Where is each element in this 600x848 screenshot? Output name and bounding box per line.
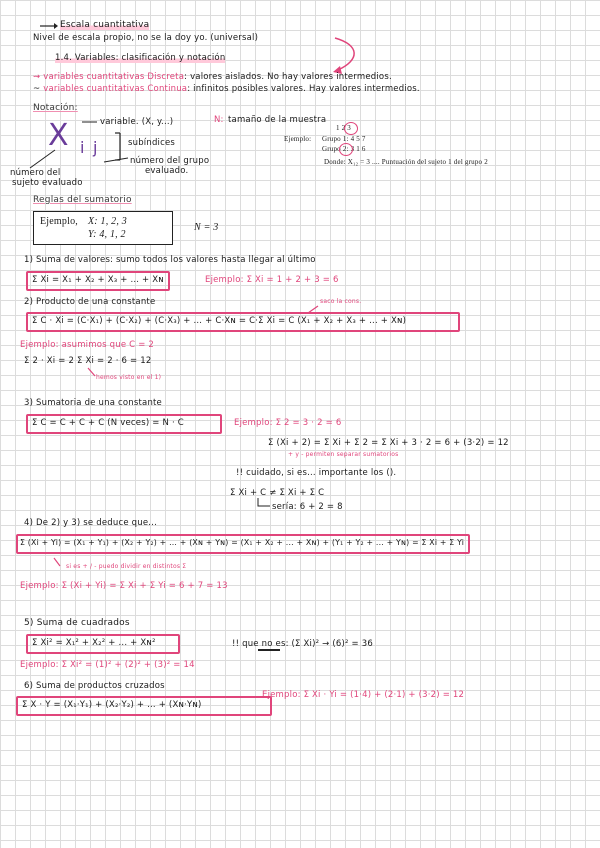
rules-x-row: X: 1, 2, 3 [88,216,127,227]
r3-line2: Σ (Xi + 2) = Σ Xi + Σ 2 = Σ Xi + 3 · 2 = 6 + (3·2) = 12 [268,438,509,448]
notation-sujeto-2: sujeto evaluado [12,178,83,188]
r5-not: !! que no es: (Σ Xi)² → (6)² = 36 [232,639,373,649]
rules-example-label: Ejemplo, [40,216,78,227]
r3-formula: Σ C = C + C + C (N veces) = N · C [32,418,184,428]
r4-hint: si es + / - puedo dividir en distintos Σ [66,563,187,570]
notation-variable: variable. (X, y...) [100,117,174,127]
row2-circle [339,143,353,156]
header-line: Nivel de escala propio, no se la doy yo. (universal) [33,33,259,43]
r5-title: 5) Suma de cuadrados [24,618,130,628]
r2-title: 2) Producto de una constante [24,297,156,307]
r6-title: 6) Suma de productos cruzados [24,681,165,691]
discreta-label: variables cuantitativas Discreta [43,72,185,82]
notation-i: i [80,138,85,157]
r6-formula: Σ X · Y = (X₁·Y₁) + (X₂·Y₂) + ... + (Xɴ·Yɴ) [22,700,202,710]
r2-hint: hemos visto en el 1) [96,374,162,381]
section-title: 1.4. Variables: clasificación y notación [55,53,226,63]
notation-grupo-1: número del grupo [130,156,210,166]
rules-title: Reglas del sumatorio [33,195,132,205]
example-table-note: Donde: X₁₂ = 3 .... Puntuación del sujeto 1 del grupo 2 [324,158,488,166]
notation-sujeto-1: número del [10,168,61,178]
r3-hint: + y - permiten separar sumatorios [288,451,399,458]
r3-seria: sería: 6 + 2 = 8 [272,502,343,512]
r4-title: 4) De 2) y 3) se deduce que... [24,518,157,528]
r3-example: Ejemplo: Σ 2 = 3 · 2 = 6 [234,418,342,428]
header-title: Escala cuantitativa [60,20,150,30]
r2-line: Σ 2 · Xi = 2 Σ Xi = 2 · 6 = 12 [24,356,152,366]
notation-j: j [93,138,98,157]
type-continua: ~ variables cuantitativas Continua: infinitos posibles valores. Hay valores intermedios. [33,84,420,94]
notation-grupo-2: evaluado. [145,166,189,176]
discreta-text: : valores aislados. No hay valores intermedios. [184,72,392,82]
notation-subindices: subíndices [128,138,176,148]
header-circle [344,122,358,135]
r2-formula: Σ C · Xi = (C·X₁) + (C·X₂) + (C·X₃) + ... + C·Xɴ = C·Σ Xi = C (X₁ + X₂ + X₃ + ... + Xɴ) [32,316,407,326]
rules-y-row: Y: 4, 1, 2 [88,229,126,240]
r5-example: Ejemplo: Σ Xi² = (1)² + (2)² + (3)² = 14 [20,660,195,670]
example-table-row1: Grupo 1: 4 5 7 [322,135,366,143]
notation-title: Notación: [33,103,78,113]
r4-formula: Σ (Xi + Yi) = (X₁ + Y₁) + (X₂ + Y₂) + ... + (Xɴ + Yɴ) = (X₁ + X₂ + ... + Xɴ) + (Y₁ + Y₂ + ... + Yɴ) = Σ Xi + Σ Yi [20,538,465,547]
r3-neq: Σ Xi + C ≠ Σ Xi + Σ C [230,488,325,498]
continua-label: variables cuantitativas Continua [43,84,188,94]
r5-formula: Σ Xi² = X₁² + X₂² + ... + Xɴ² [32,638,156,648]
example-table-label: Ejemplo: [284,135,312,143]
r1-title: 1) Suma de valores: sumo todos los valores hasta llegar al último [24,255,316,265]
example-table-header: 1 2 3 [336,124,351,132]
r1-formula: Σ Xi = X₁ + X₂ + X₃ + ... + Xɴ [32,275,164,285]
r1-example: Ejemplo: Σ Xi = 1 + 2 + 3 = 6 [205,275,339,285]
rules-n: N = 3 [194,222,219,233]
continua-text: : infinitos posibles valores. Hay valores intermedios. [187,84,420,94]
type-discreta: ⇝ variables cuantitativas Discreta: valores aislados. No hay valores intermedios. [33,72,392,82]
notation-n-text: tamaño de la muestra [228,115,327,125]
r2-note: saco la cons. [320,298,362,305]
r6-example: Ejemplo: Σ Xi · Yi = (1·4) + (2·1) + (3·2) = 12 [262,690,465,700]
r2-example: Ejemplo: asumimos que C = 2 [20,340,155,350]
example-table-row2: Grupo 2: 3 1 6 [322,145,366,153]
r3-careful: !! cuidado, si es... importante los (). [236,468,397,478]
r3-title: 3) Sumatoria de una constante [24,398,162,408]
notation-x: X [48,118,69,153]
notation-n-label: N: [214,115,224,125]
r4-example: Ejemplo: Σ (Xi + Yi) = Σ Xi + Σ Yi = 6 + 7 = 13 [20,581,228,591]
